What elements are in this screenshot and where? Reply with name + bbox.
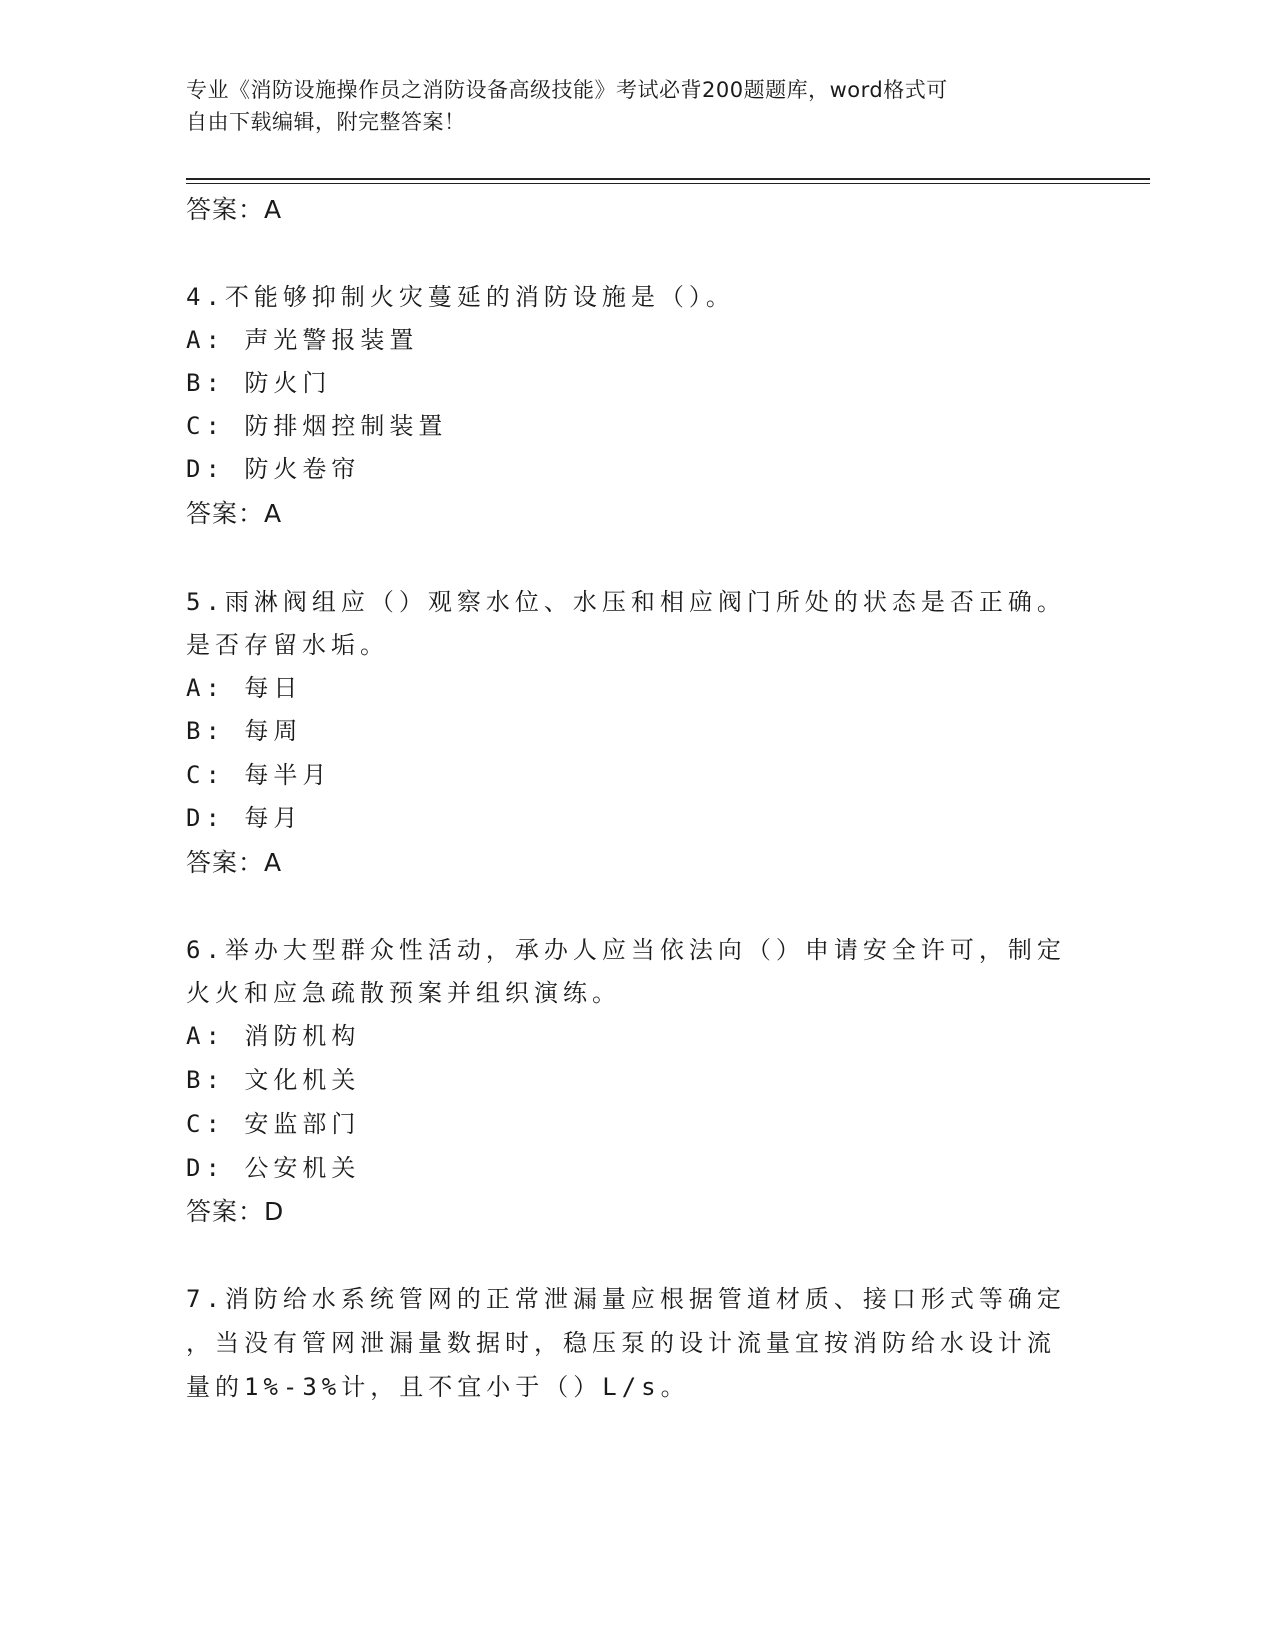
question-5-option-b: B: 每周 [186,717,303,745]
header-divider-thin [186,183,1150,184]
question-6-option-a: A: 消防机构 [186,1022,361,1050]
question-6-option-b: B: 文化机关 [186,1066,361,1094]
answer-q4: 答案：A [186,499,283,528]
question-6-option-c: C: 安监部门 [186,1110,361,1138]
question-5-stem-line-2: 是否存留水垢。 [186,631,389,659]
question-5-option-a: A: 每日 [186,674,303,702]
question-5-option-c: C: 每半月 [186,761,332,789]
question-6-option-d: D: 公安机关 [186,1154,361,1182]
question-7-stem-line-1: 7.消防给水系统管网的正常泄漏量应根据管道材质、接口形式等确定 [186,1285,1066,1313]
question-4-option-c: C: 防排烟控制装置 [186,412,448,440]
question-6-stem-line-1: 6.举办大型群众性活动，承办人应当依法向（）申请安全许可，制定 [186,936,1066,964]
header-line-1: 专业《消防设施操作员之消防设备高级技能》考试必背200题题库，word格式可 [186,78,948,102]
question-4-option-a: A: 声光警报装置 [186,326,419,354]
question-5-option-d: D: 每月 [186,804,303,832]
answer-q3: 答案：A [186,195,283,224]
question-6-stem-line-2: 火火和应急疏散预案并组织演练。 [186,979,621,1007]
question-4-option-b: B: 防火门 [186,369,332,397]
document-header [186,74,1066,138]
answer-q6: 答案：D [186,1197,285,1226]
question-4-stem: 4.不能够抑制火灾蔓延的消防设施是（）。 [186,283,735,311]
question-7-stem-line-3: 量的1%-3%计，且不宜小于（）L/s。 [186,1373,690,1401]
header-divider-thick [186,178,1150,180]
question-5-stem-line-1: 5.雨淋阀组应（）观察水位、水压和相应阀门所处的状态是否正确。 [186,588,1066,616]
question-4-option-d: D: 防火卷帘 [186,455,361,483]
header-line-2: 自由下载编辑，附完整答案！ [186,110,466,134]
answer-q5: 答案：A [186,848,283,877]
question-7-stem-line-2: ，当没有管网泄漏量数据时，稳压泵的设计流量宜按消防给水设计流 [186,1329,1056,1357]
